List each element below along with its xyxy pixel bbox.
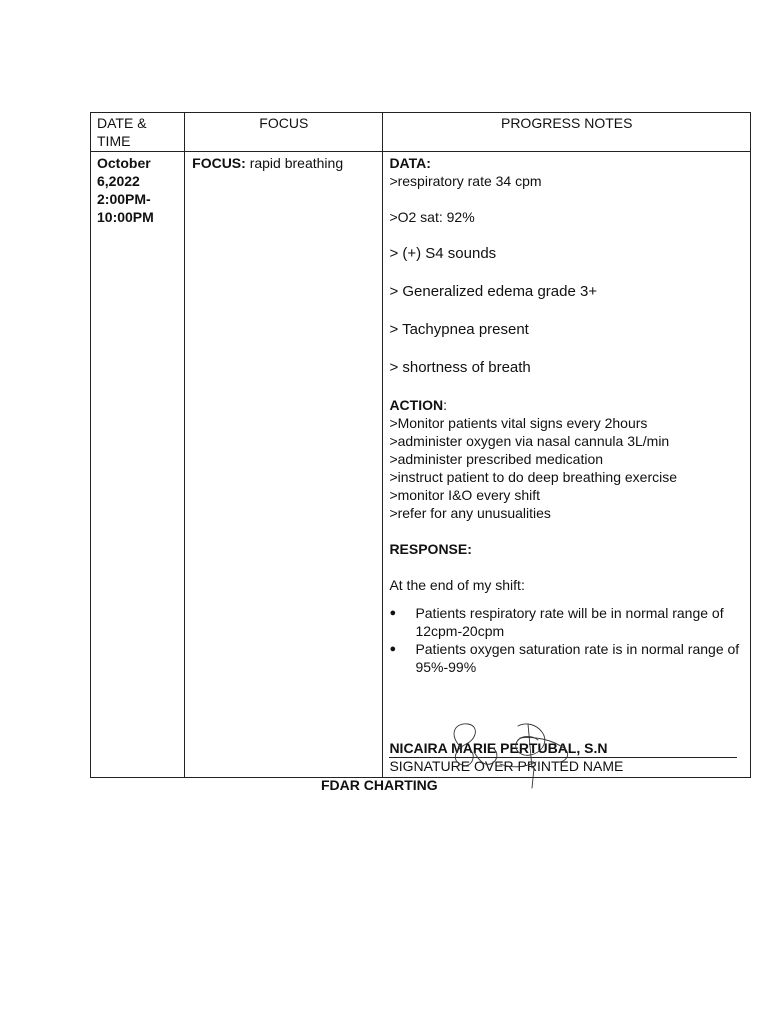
header-focus: FOCUS xyxy=(185,113,383,152)
focus-cell xyxy=(185,152,383,778)
response-item: ● Patients respiratory rate will be in normal range of 12cpm-20cpm xyxy=(415,604,744,640)
data-item: > shortness of breath xyxy=(389,359,531,376)
data-item: > Tachypnea present xyxy=(389,321,529,338)
handwritten-signature-icon xyxy=(440,718,580,790)
time-line: 10:00PM xyxy=(97,209,154,225)
progress-notes-cell xyxy=(383,152,751,778)
focus-text: rapid breathing xyxy=(245,155,344,171)
response-list xyxy=(389,604,744,676)
focus-label: FOCUS: xyxy=(192,155,246,171)
action-item: >administer oxygen via nasal cannula 3L/min xyxy=(389,433,670,449)
fdar-table xyxy=(90,112,751,778)
entry-row xyxy=(91,152,751,778)
header-progress-notes: PROGRESS NOTES xyxy=(383,113,751,152)
response-item: ● Patients oxygen saturation rate is in normal range of 95%-99% xyxy=(415,640,744,676)
action-heading xyxy=(389,396,744,414)
signature-name: NICAIRA MARIE PERTUBAL, S.N xyxy=(389,740,737,758)
response-intro: At the end of my shift: xyxy=(389,577,525,593)
date-time-cell xyxy=(91,152,185,778)
signature-caption: SIGNATURE OVER PRINTED NAME xyxy=(389,758,624,774)
date-line: 6,2022 xyxy=(97,173,140,189)
document-caption: FDAR CHARTING xyxy=(321,777,438,793)
data-item: > (+) S4 sounds xyxy=(389,245,497,262)
data-label: DATA: xyxy=(389,155,431,171)
header-row xyxy=(91,113,751,152)
data-item: >respiratory rate 34 cpm xyxy=(389,173,542,189)
action-item: >administer prescribed medication xyxy=(389,451,604,467)
time-line: 2:00PM- xyxy=(97,191,151,207)
fdar-sheet xyxy=(90,112,751,778)
action-label: ACTION xyxy=(389,397,444,413)
response-label: RESPONSE: xyxy=(389,541,472,557)
action-item: >monitor I&O every shift xyxy=(389,487,540,503)
header-date-time: DATE & TIME xyxy=(91,113,185,152)
data-item: >O2 sat: 92% xyxy=(389,209,475,225)
action-item: >Monitor patients vital signs every 2hours xyxy=(389,415,648,431)
action-item: >refer for any unusualities xyxy=(389,505,551,521)
date-line: October xyxy=(97,155,151,171)
action-item: >instruct patient to do deep breathing exercise xyxy=(389,469,678,485)
data-item: > Generalized edema grade 3+ xyxy=(389,283,598,300)
action-colon: : xyxy=(443,397,447,413)
